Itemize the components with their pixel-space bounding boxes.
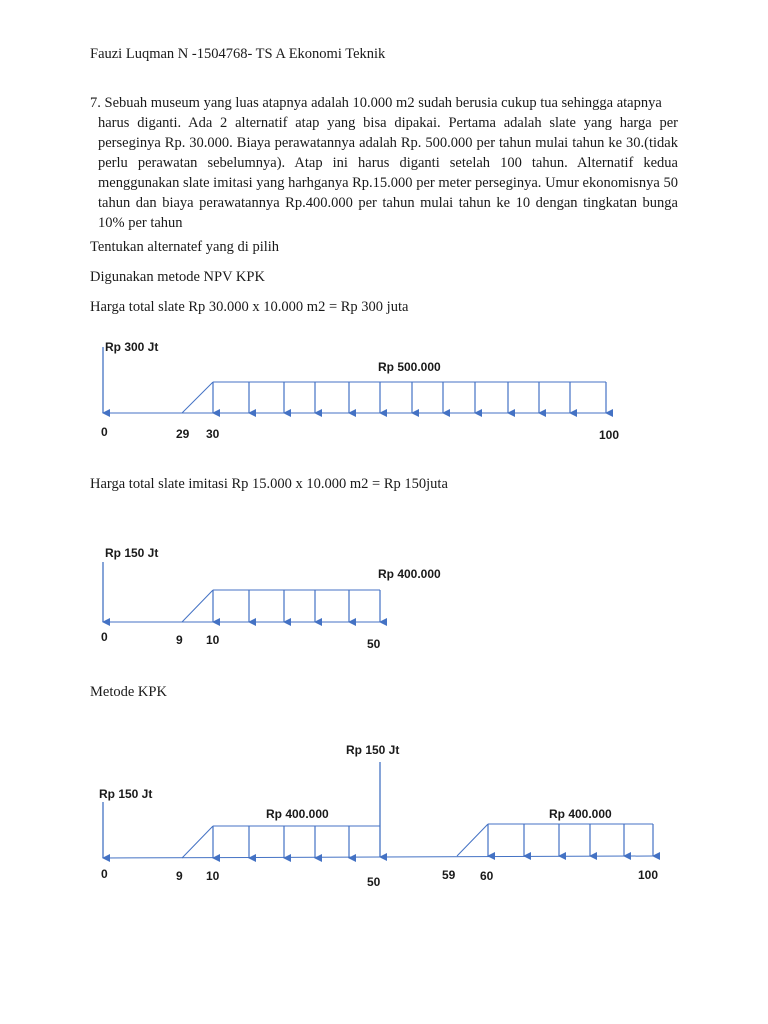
d1-tick-label: 100 <box>599 428 620 442</box>
method-line: Digunakan metode NPV KPK <box>90 269 265 285</box>
d1-tick-label: 29 <box>176 427 190 441</box>
d1-annual-label: Rp 500.000 <box>378 360 441 374</box>
d2-ramp <box>182 590 213 622</box>
page-header: Fauzi Luqman N -1504768- TS A Ekonomi Teknik <box>90 46 386 62</box>
d2-annual-label: Rp 400.000 <box>378 567 441 581</box>
d2-annual-arrows <box>213 590 380 622</box>
problem-statement <box>90 93 678 233</box>
d3-tick-label: 0 <box>101 867 108 881</box>
d3-tick-label: 50 <box>367 875 381 889</box>
d3-ramp-2 <box>457 824 488 856</box>
d3-tick-label: 100 <box>638 868 659 882</box>
total-slate-line: Harga total slate Rp 30.000 x 10.000 m2 = Rp 300 juta <box>90 299 409 315</box>
d1-tick-label: 0 <box>101 425 108 439</box>
d1-ramp <box>182 382 213 413</box>
cashflow-diagram-1 <box>0 335 768 445</box>
d2-tick-label: 10 <box>206 633 220 647</box>
d2-initial-label: Rp 150 Jt <box>105 546 159 560</box>
kpk-method-line: Metode KPK <box>90 684 167 700</box>
cashflow-diagram-3 <box>0 740 768 890</box>
d1-annual-arrows <box>213 382 606 413</box>
d2-tick-label: 50 <box>367 637 381 651</box>
total-imitation-line: Harga total slate imitasi Rp 15.000 x 10.000 m2 = Rp 150juta <box>90 476 448 492</box>
d3-tick-label: 60 <box>480 869 494 883</box>
d3-annual-label-2: Rp 400.000 <box>549 807 612 821</box>
d2-tick-label: 9 <box>176 633 183 647</box>
d3-mid-label: Rp 150 Jt <box>346 743 400 757</box>
d3-ramp-1 <box>182 826 213 858</box>
d3-tick-label: 9 <box>176 869 183 883</box>
d3-timeline <box>103 856 653 858</box>
d3-initial-label: Rp 150 Jt <box>99 787 153 801</box>
choose-alternative-line: Tentukan alternatef yang di pilih <box>90 239 280 255</box>
d3-annual-label-1: Rp 400.000 <box>266 807 329 821</box>
d1-tick-label: 30 <box>206 427 220 441</box>
cashflow-diagram-2 <box>0 542 768 652</box>
problem-rest: harus diganti. Ada 2 alternatif atap yang bisa dipakai. Pertama adalah slate yang harga per perseginya Rp. 30.000. Biaya perawatannya adalah Rp. 500.000 per tahun mulai tahun ke 30.(tidak perlu perawatan sebelumnya). Atap ini harus diganti setelah 100 tahun. Alternatif kedua menggunakan slate imitasi yang harhganya Rp.15.000 per meter perseginya. Umur ekonomisnya 50 tahun dan biaya perawatannya Rp.400.000 per tahun mulai tahun ke 10 dengan tingkatan bunga 10% per tahun <box>98 115 678 231</box>
d3-tick-label: 59 <box>442 868 456 882</box>
d1-initial-label: Rp 300 Jt <box>105 340 159 354</box>
problem-first-line: 7. Sebuah museum yang luas atapnya adalah 10.000 m2 sudah berusia cukup tua sehingga atapnya <box>90 95 662 111</box>
d2-tick-label: 0 <box>101 630 108 644</box>
d3-tick-label: 10 <box>206 869 220 883</box>
d3-annual-arrows <box>213 824 653 858</box>
